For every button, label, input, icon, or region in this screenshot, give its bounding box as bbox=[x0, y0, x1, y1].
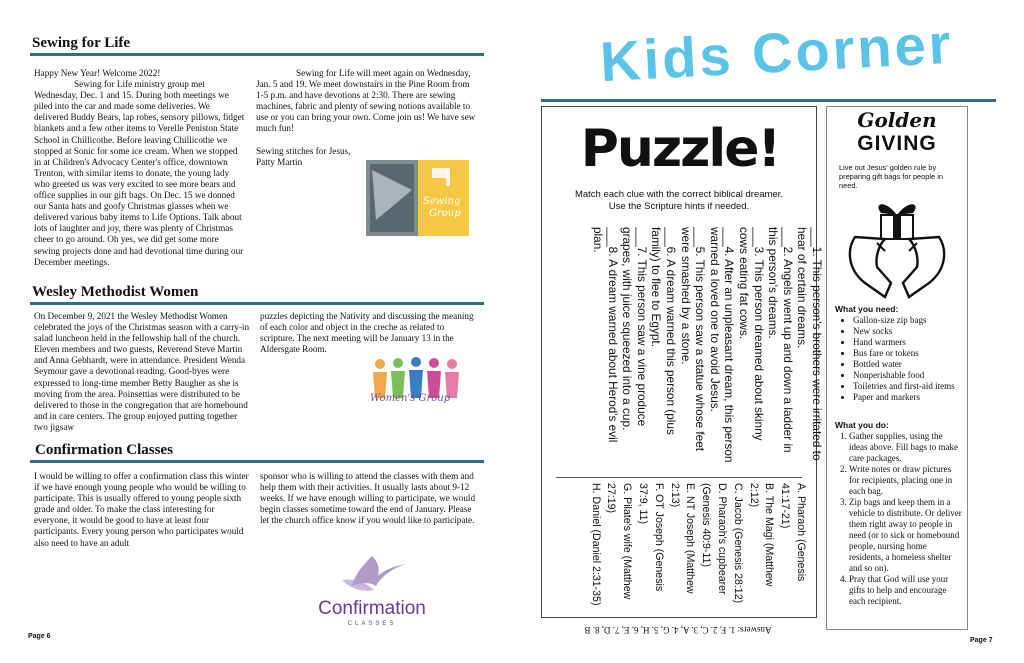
sewing-col2 bbox=[256, 68, 478, 168]
hands-gift-icon bbox=[837, 193, 957, 301]
option-h: H. Daniel (Daniel 2:31-35) bbox=[589, 483, 602, 606]
confirmation-col1: I would be willing to offer a confirmation class this winter if we have enough young people who would be willing to participate. This is usually offered to young people sixth grade and older. To make the class interesting for everyone, it would be good to have at least four participants. Every young person who participates would also need to have an adult bbox=[34, 471, 249, 548]
option-d: D. Pharaoh's cupbearer (Genesis 40:9-11) bbox=[700, 483, 729, 595]
kids-rule bbox=[541, 99, 996, 102]
puzzle-clues bbox=[532, 227, 824, 465]
clue-4: ___4. After an unpleasant dream, this person warned a loved one to avoid Jesus. bbox=[707, 227, 737, 463]
do-step: 1. Gather supplies, using the ideas above. Fill bags to make care packages. bbox=[849, 431, 963, 464]
do-step: 2. Write notes or draw pictures for recipients, placing one in each bag. bbox=[849, 464, 963, 497]
wesley-col1: On December 9, 2021 the Wesley Methodist Women celebrated the joys of the Christmas season with a carry-in salad luncheon held in the fellowship hall of the church. Eleven members and two guests, Reverend Steve Martin and Anna Gebhardt, were in attendance. President Wenda Seymour gave a devotional reading. Good-byes were expressed to long-time member Betty Baugher as she is moving from the area. Poinsettias were distributed to be delivered to those in the congregation that are homebound and in care centers. The group enjoyed putting together two jigsaw bbox=[34, 311, 250, 432]
puzzle-answer-key: Answers: 1. F, 2. C, 3. A, 4. G, 5. H, 6. E, 7. D, 8. B bbox=[584, 625, 772, 635]
sewing-group-logo bbox=[366, 160, 469, 236]
need-item: • Hand warmers bbox=[853, 337, 963, 348]
sewing-title: Sewing for Life bbox=[32, 35, 131, 51]
option-c: C. Jacob (Genesis 28:12) bbox=[731, 483, 744, 604]
need-item: • New socks bbox=[853, 326, 963, 337]
sewing-col1 bbox=[34, 68, 246, 268]
puzzle-divider bbox=[556, 477, 802, 478]
puzzle-instructions-2: Use the Scripture hints if needed. bbox=[608, 201, 750, 212]
need-heading: What you need: bbox=[835, 304, 899, 314]
clue-6: ___6. A dream warned this person (plus family) to flee to Egypt. bbox=[649, 227, 679, 435]
puzzle-answers-area bbox=[550, 483, 808, 611]
kids-corner-title: Kids Corner bbox=[598, 11, 955, 94]
clue-8: ___8. A dream warned about Herod's evil plan. bbox=[591, 227, 620, 443]
sewing-author: Patty Martin bbox=[256, 156, 303, 167]
puzzle-answer-options bbox=[550, 483, 808, 611]
clue-7: ___7. This person saw a vine produce grapes, with juice squeezed into a cup. bbox=[620, 227, 649, 431]
do-step: 3. Zip bags and keep them in a vehicle to distribute. Or deliver them right away to people in need (or to sick or homebound people, nursing home residents, a homeless shelter and so on). bbox=[849, 497, 963, 574]
sewing-paragraph-1: Sewing for Life ministry group met Wednesday, Dec. 1 and 15. During both meetings we piled into the car and made some deliveries. We delivered Buddy Bears, lap robes, sensory pillows, fidget blankets and a few other items to Verelle Peniston State School in Chillicothe. Before leaving Chillicothe we stopped at Sonic for some ice cream. When we stopped in at Children's Advocacy Center's office, downtown Trenton, with similar items to donate, the young lady who greeted us was very excited to see more bears and office supplies in our gift bags. On Dec. 15 we donned our Santa hats and goofy Christmas glasses when we delivered various baby items to Life Options. Talk about lots of laughter and joy, there was plenty of Christmas cheer to go around. Oh yes, we did get some more sewing projects done and had devotional time during our December meetings. bbox=[34, 79, 245, 267]
do-list bbox=[835, 431, 963, 607]
need-list bbox=[837, 315, 963, 403]
womens-logo-text: Women's Group bbox=[370, 393, 451, 404]
puzzle-title: Puzzle! bbox=[580, 119, 780, 179]
women-figures-icon bbox=[362, 356, 472, 418]
golden-title-1: Golden bbox=[857, 108, 937, 132]
option-f: F. OT Joseph (Genesis 37:9, 11) bbox=[637, 483, 665, 592]
confirmation-logo-subtext: CLASSES bbox=[347, 621, 397, 627]
confirmation-col2: sponsor who is willing to attend the classes with them and help them with their activities. It usually lasts about 9-12 weeks. If we have enough willing to participate, we would begin classes sometime toward the end of January. Please let the church office know if you would like to participate. bbox=[260, 471, 476, 526]
sewing-paragraph-2: Sewing for Life will meet again on Wednesday, Jan. 5 and 19. We meet downstairs in the Pine Room from 1-5 p.m. and have devotions at 2:30. There are sewing machines, fabric and plenty of sewing notions available to use or you can bring your own. Come join us! We have sew much fun! bbox=[256, 68, 476, 134]
option-a: A. Pharaoh (Genesis 41:17-21) bbox=[779, 483, 807, 582]
confirmation-title: Confirmation Classes bbox=[35, 442, 173, 458]
dove-icon bbox=[302, 552, 442, 602]
wesley-col2: puzzles depicting the Nativity and discussing the meaning of each color and object in the creche as related to scripture. The next meeting will be January 13 in the Aldersgate Room. bbox=[260, 311, 474, 355]
need-item: • Gallon-size zip bags bbox=[853, 315, 963, 326]
wesley-rule bbox=[30, 302, 484, 305]
golden-title-2: GIVING bbox=[857, 132, 937, 155]
need-item: • Bus fare or tokens bbox=[853, 348, 963, 359]
need-item: • Bottled water bbox=[853, 359, 963, 370]
option-e: E. NT Joseph (Matthew 2:13) bbox=[668, 483, 697, 594]
sewing-logo-text-2: Group bbox=[429, 208, 461, 219]
option-b: B. The Magi (Matthew 2:12) bbox=[747, 483, 776, 587]
confirmation-logo bbox=[302, 552, 442, 632]
puzzle-box bbox=[541, 106, 824, 618]
do-step: 4. Pray that God will use your gifts to help and encourage each recipient. bbox=[849, 574, 963, 607]
wesley-title: Wesley Methodist Women bbox=[32, 284, 199, 300]
option-g: G. Pilate's wife (Matthew 27:19) bbox=[605, 483, 634, 600]
sewing-rule bbox=[30, 53, 484, 56]
golden-giving-box bbox=[826, 106, 968, 630]
do-heading: What you do: bbox=[835, 420, 889, 430]
golden-subtitle: Live out Jesus' golden rule by preparing gift bags for people in need. bbox=[839, 163, 943, 190]
puzzle-clues-area bbox=[532, 227, 824, 465]
puzzle-instructions-1: Match each clue with the correct biblical dreamer. bbox=[574, 189, 784, 200]
confirmation-logo-text: Confirmation bbox=[318, 598, 426, 619]
need-item: • Nonperishable food bbox=[853, 370, 963, 381]
need-item: • Toiletries and first-aid items bbox=[853, 381, 963, 392]
sewing-logo-text-1: Sewing bbox=[423, 196, 461, 207]
page-number-left: Page 6 bbox=[28, 633, 51, 640]
clue-2: ___2. Angels went up and down a ladder in this person's dreams. bbox=[766, 227, 795, 453]
clue-3: ___3. This person dreamed about skinny cows eating fat cows. bbox=[737, 227, 766, 441]
puzzle-instructions bbox=[542, 189, 816, 213]
need-item: • Paper and markers bbox=[853, 392, 963, 403]
confirmation-rule bbox=[30, 460, 484, 463]
sewing-greeting: Happy New Year! Welcome 2022! bbox=[34, 68, 161, 78]
sewing-signoff: Sewing stitches for Jesus, bbox=[256, 145, 351, 156]
clue-5: ___5. This person saw a statue whose feet were smashed by a stone. bbox=[678, 227, 708, 452]
clue-1: ___1. This person's brothers were irritated to hear of certain dreams. bbox=[795, 227, 824, 461]
page-number-right: Page 7 bbox=[970, 637, 993, 644]
womens-group-logo bbox=[362, 356, 472, 418]
